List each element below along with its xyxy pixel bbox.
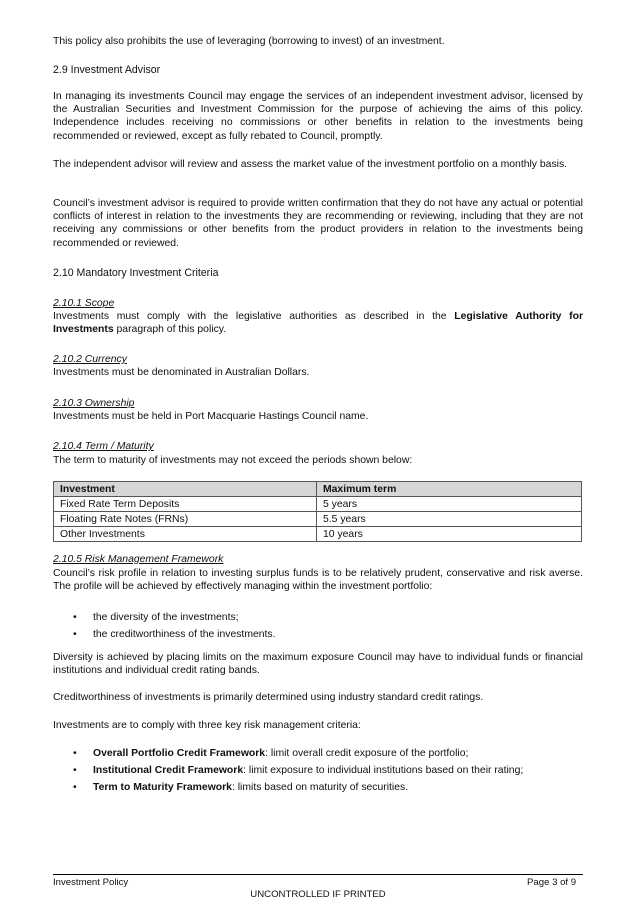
paragraph-currency: Investments must be denominated in Australian Dollars. — [53, 367, 310, 378]
risk-criteria-list — [53, 747, 583, 798]
table-cell-investment: Other Investments — [54, 527, 317, 542]
section-heading-investment-advisor: 2.9 Investment Advisor — [53, 64, 161, 76]
subheading-term-maturity: 2.10.4 Term / Maturity — [53, 441, 154, 452]
footer-page-number: Page 3 of 9 — [527, 877, 577, 888]
bullet-icon: • — [73, 765, 77, 776]
paragraph-risk-profile: Council’s risk profile in relation to investing surplus funds is to be relatively prudent, conservative and risk averse. The profile will be achieved by effectively managing within the investment portfolio: — [53, 568, 583, 593]
list-item: • Term to Maturity Framework: limits based on maturity of securities. — [73, 782, 409, 793]
subheading-risk-management: 2.10.5 Risk Management Framework — [53, 554, 224, 565]
list-item: • Overall Portfolio Credit Framework: limit overall credit exposure of the portfolio; — [73, 748, 469, 759]
paragraph-scope: Investments must comply with the legislative authorities as described in the Legislative Authority for Investments paragraph of this policy. — [53, 311, 584, 336]
section-heading-mandatory-criteria: 2.10 Mandatory Investment Criteria — [53, 267, 219, 279]
table-cell-investment: Floating Rate Notes (FRNs) — [54, 512, 317, 527]
bullet-icon: • — [73, 782, 77, 793]
paragraph-diversity: Diversity is achieved by placing limits on the maximum exposure Council may have to individual funds or financial institutions and individual credit rating bands. — [53, 652, 583, 677]
legislative-authority-reference: Legislative Authority for Investments — [53, 311, 584, 336]
bullet-icon: • — [73, 612, 77, 623]
risk-factor-list — [53, 611, 583, 645]
list-item: • Institutional Credit Framework: limit exposure to individual institutions based on their rating; — [73, 765, 524, 776]
bullet-icon: • — [73, 629, 77, 640]
footer-document-title: Investment Policy — [53, 877, 129, 888]
maximum-term-table — [53, 481, 583, 542]
paragraph-creditworthiness: Creditworthiness of investments is primarily determined using industry standard credit ratings. — [53, 692, 484, 703]
table-cell-term: 5.5 years — [317, 512, 582, 527]
table-row — [54, 527, 582, 542]
footer-divider — [53, 874, 583, 875]
table-cell-term: 5 years — [317, 497, 582, 512]
paragraph-advisor-engagement: In managing its investments Council may engage the services of an independent investment advisor, licensed by the Australian Securities and Investment Commission for the purpose of achieving the aims of this policy. Independence includes receiving no commissions or other benefits in relation to the investments being recommended or reviewed, except as fully rebated to Council, promptly. — [53, 91, 583, 142]
table-header-maximum-term: Maximum term — [317, 482, 582, 497]
paragraph-ownership: Investments must be held in Port Macquarie Hastings Council name. — [53, 411, 369, 422]
subheading-currency: 2.10.2 Currency — [53, 354, 127, 365]
table-cell-investment: Fixed Rate Term Deposits — [54, 497, 317, 512]
table-row — [54, 512, 582, 527]
table-header-investment: Investment — [54, 482, 317, 497]
bullet-icon: • — [73, 748, 77, 759]
paragraph-term-maturity: The term to maturity of investments may not exceed the periods shown below: — [53, 455, 413, 466]
table-header-row — [54, 482, 582, 497]
table-cell-term: 10 years — [317, 527, 582, 542]
list-item: • the diversity of the investments; — [73, 612, 239, 623]
paragraph-criteria-intro: Investments are to comply with three key risk management criteria: — [53, 720, 361, 731]
leverage-statement: This policy also prohibits the use of leveraging (borrowing to invest) of an investment. — [53, 36, 445, 47]
paragraph-advisor-review: The independent advisor will review and assess the market value of the investment portfolio on a monthly basis. — [53, 159, 568, 170]
list-item: • the creditworthiness of the investments. — [73, 629, 276, 640]
footer-uncontrolled-notice: UNCONTROLLED IF PRINTED — [250, 889, 386, 900]
subheading-ownership: 2.10.3 Ownership — [53, 398, 135, 409]
paragraph-advisor-confirmation: Council’s investment advisor is required to provide written confirmation that they do not have any actual or potential conflicts of interest in relation to the investments they are recommending or reviewing, including that they are not receiving any commissions or other benefits from the product providers in relation to the investments being recommended or reviewed. — [53, 198, 583, 249]
table-row — [54, 497, 582, 512]
subheading-scope: 2.10.1 Scope — [53, 298, 115, 309]
